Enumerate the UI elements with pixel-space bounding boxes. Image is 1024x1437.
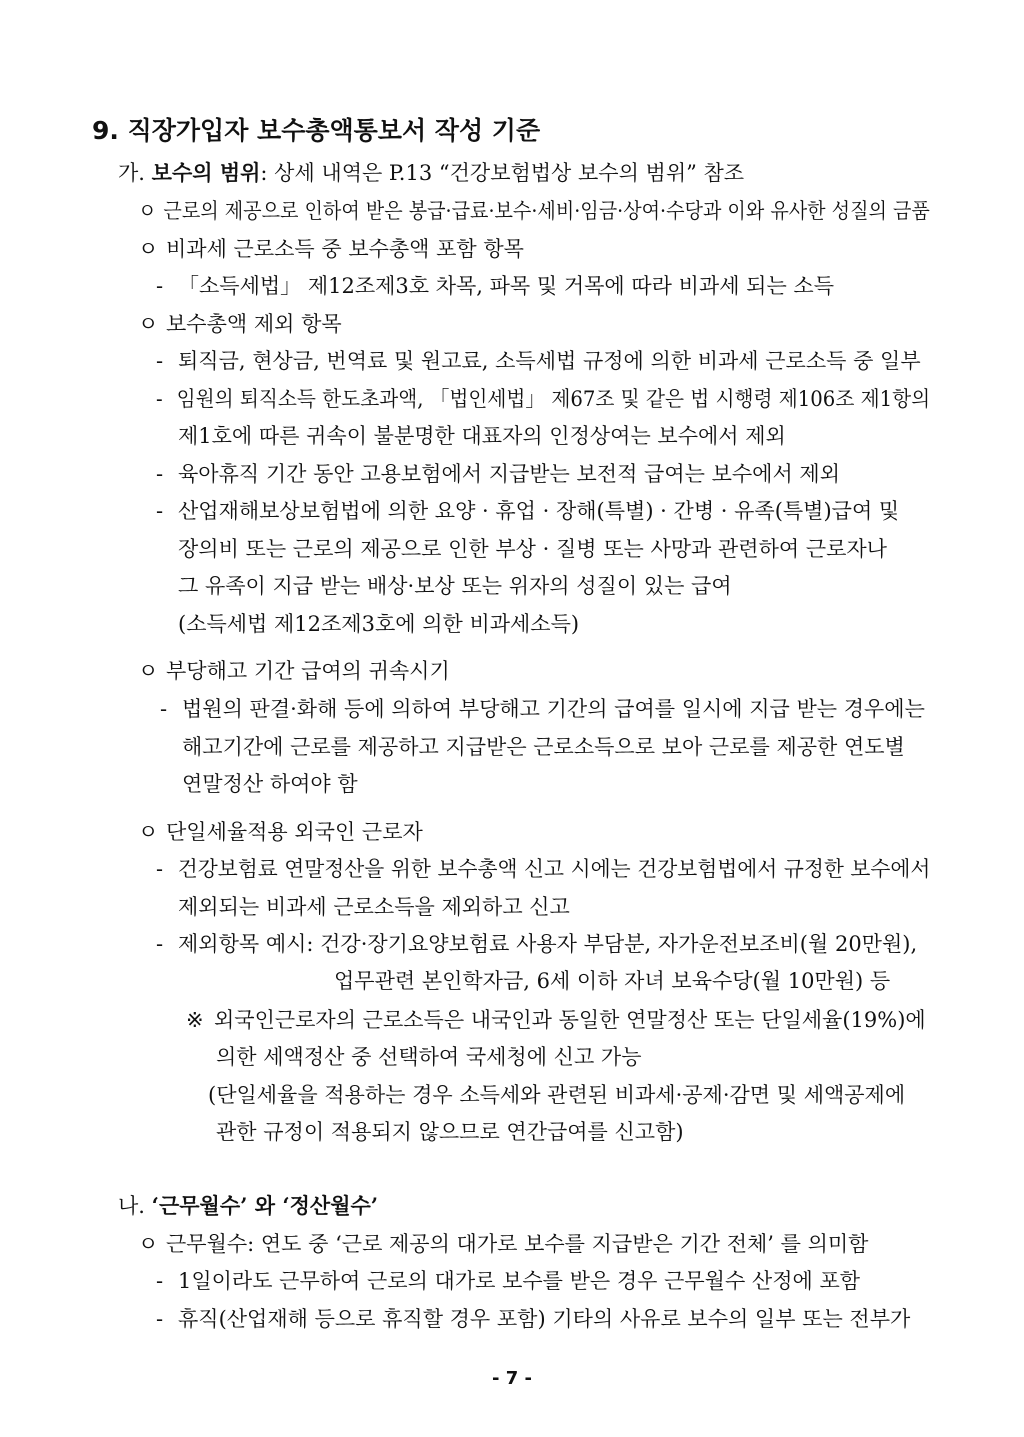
list-item-continuation: 해고기간에 근로를 제공하고 지급받은 근로소득으로 보아 근로를 제공한 연도별 bbox=[182, 735, 905, 759]
list-item-continuation: 그 유족이 지급 받는 배상·보상 또는 위자의 성질이 있는 급여 bbox=[178, 574, 732, 598]
list-subitem bbox=[156, 273, 834, 299]
list-item-continuation: 장의비 또는 근로의 제공으로 인한 부상 · 질병 또는 사망과 관련하여 근로자나 bbox=[178, 537, 887, 561]
list-item-text: 단일세율적용 외국인 근로자 bbox=[166, 820, 423, 844]
circle-bullet-icon: ㅇ bbox=[138, 1232, 159, 1256]
subsection-ga-heading bbox=[118, 160, 744, 186]
dash-bullet-icon: - bbox=[156, 387, 163, 411]
list-item-text: 휴직(산업재해 등으로 휴직할 경우 포함) 기타의 사유로 보수의 일부 또는 전부가 bbox=[178, 1307, 911, 1331]
subsection-marker: 나. bbox=[118, 1194, 145, 1218]
reference-mark-icon: ※ bbox=[186, 1008, 204, 1032]
list-item-text: 건강보험료 연말정산을 위한 보수총액 신고 시에는 건강보험법에서 규정한 보수에서 bbox=[177, 857, 931, 881]
list-item-text: 보수총액 제외 항목 bbox=[166, 312, 342, 336]
list-subitem bbox=[156, 1268, 860, 1294]
list-subitem bbox=[160, 696, 925, 722]
list-item bbox=[138, 658, 450, 684]
list-item-text: 비과세 근로소득 중 보수총액 포함 항목 bbox=[166, 237, 524, 261]
dash-bullet-icon: - bbox=[156, 1269, 164, 1293]
circle-bullet-icon: ㅇ bbox=[138, 237, 159, 261]
list-item bbox=[138, 311, 342, 337]
list-item-continuation: (소득세법 제12조제3호에 의한 비과세소득) bbox=[178, 612, 580, 636]
list-subitem bbox=[156, 1306, 910, 1332]
list-item bbox=[138, 1231, 868, 1257]
circle-bullet-icon: ㅇ bbox=[138, 659, 159, 683]
list-item-text: 임원의 퇴직소득 한도초과액, 「법인세법」 제67조 및 같은 법 시행령 제106조 제1항의 bbox=[176, 387, 931, 411]
subsection-reference: : 상세 내역은 P.13 “건강보험법상 보수의 범위” 참조 bbox=[260, 161, 745, 185]
circle-bullet-icon: ㅇ bbox=[138, 820, 159, 844]
list-item-continuation: 업무관련 본인학자금, 6세 이하 자녀 보육수당(월 10만원) 등 bbox=[334, 969, 891, 993]
dash-bullet-icon: - bbox=[156, 932, 164, 956]
dash-bullet-icon: - bbox=[156, 1307, 164, 1331]
dash-bullet-icon: - bbox=[160, 697, 168, 721]
note-continuation: (단일세율을 적용하는 경우 소득세와 관련된 비과세·공제·감면 및 세액공제에 bbox=[208, 1083, 906, 1107]
dash-bullet-icon: - bbox=[156, 349, 164, 373]
list-item-continuation: 제외되는 비과세 근로소득을 제외하고 신고 bbox=[178, 895, 570, 919]
dash-bullet-icon: - bbox=[156, 857, 164, 881]
list-item-text: 산업재해보상보험법에 의한 요양 · 휴업 · 장해(특별) · 간병 · 유족(특별)급여 및 bbox=[178, 499, 900, 523]
dash-bullet-icon: - bbox=[156, 462, 164, 486]
subsection-label: ‘근무월수’ 와 ‘정산월수’ bbox=[151, 1193, 379, 1218]
dash-bullet-icon: - bbox=[156, 274, 164, 298]
list-item-text: 근로의 제공으로 인하여 받은 봉급·급료·보수·세비·임금·상여·수당과 이와 유사한 성질의 금품 bbox=[163, 199, 930, 223]
list-subitem bbox=[156, 461, 840, 487]
dash-bullet-icon: - bbox=[156, 499, 164, 523]
list-item-text: 1일이라도 근무하여 근로의 대가로 보수를 받은 경우 근무월수 산정에 포함 bbox=[178, 1269, 861, 1293]
list-item-text: 부당해고 기간 급여의 귀속시기 bbox=[166, 659, 450, 683]
list-subitem bbox=[156, 498, 899, 524]
list-item bbox=[138, 198, 930, 224]
circle-bullet-icon: ㅇ bbox=[138, 312, 159, 336]
list-subitem bbox=[156, 856, 930, 882]
list-item-text: 「소득세법」 제12조제3호 차목, 파목 및 거목에 따라 비과세 되는 소득 bbox=[178, 274, 834, 298]
list-item-text: 퇴직금, 현상금, 번역료 및 원고료, 소득세법 규정에 의한 비과세 근로소득 중 일부 bbox=[178, 349, 921, 373]
list-item-text: 육아휴직 기간 동안 고용보험에서 지급받는 보전적 급여는 보수에서 제외 bbox=[178, 462, 840, 486]
list-item bbox=[138, 236, 524, 262]
note-continuation: 의한 세액정산 중 선택하여 국세청에 신고 가능 bbox=[216, 1045, 642, 1069]
list-item bbox=[138, 819, 423, 845]
page-number: - 7 - bbox=[492, 1368, 532, 1389]
list-subitem bbox=[156, 931, 917, 957]
list-subitem bbox=[156, 348, 921, 374]
list-item-text: 근무월수: 연도 중 ‘근로 제공의 대가로 보수를 지급받은 기간 전체’ 를 의미함 bbox=[166, 1232, 869, 1256]
list-subitem bbox=[156, 386, 930, 412]
note bbox=[186, 1007, 926, 1033]
subsection-na-heading bbox=[118, 1193, 378, 1219]
list-item-continuation: 연말정산 하여야 함 bbox=[182, 772, 358, 796]
circle-bullet-icon: ㅇ bbox=[138, 199, 157, 223]
subsection-marker: 가. bbox=[118, 161, 145, 185]
note-text: 외국인근로자의 근로소득은 내국인과 동일한 연말정산 또는 단일세율(19%)에 bbox=[214, 1008, 926, 1032]
section-title: 9. 직장가입자 보수총액통보서 작성 기준 bbox=[92, 116, 541, 145]
list-item-text: 법원의 판결·화해 등에 의하여 부당해고 기간의 급여를 일시에 지급 받는 경우에는 bbox=[182, 697, 925, 721]
list-item-continuation: 제1호에 따른 귀속이 불분명한 대표자의 인정상여는 보수에서 제외 bbox=[178, 424, 786, 448]
list-item-text: 제외항목 예시: 건강·장기요양보험료 사용자 부담분, 자가운전보조비(월 20만원), bbox=[178, 932, 918, 956]
note-continuation: 관한 규정이 적용되지 않으므로 연간급여를 신고함) bbox=[216, 1120, 684, 1144]
subsection-label: 보수의 범위 bbox=[151, 160, 261, 185]
